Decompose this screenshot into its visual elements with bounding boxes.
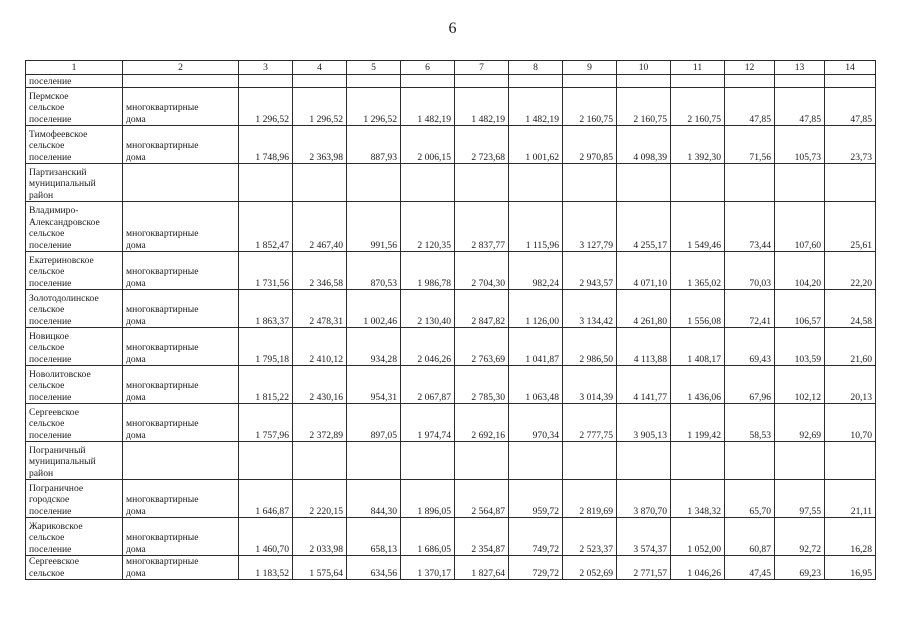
value-cell: 1 063,48 bbox=[509, 366, 563, 404]
value-cell: 2 523,37 bbox=[563, 518, 617, 556]
housing-type: многоквартирные дома bbox=[123, 290, 239, 328]
value-cell: 72,41 bbox=[725, 290, 775, 328]
value-cell: 71,56 bbox=[725, 126, 775, 164]
table-row bbox=[26, 202, 876, 252]
table-row bbox=[26, 328, 876, 366]
table-row bbox=[26, 252, 876, 290]
value-cell bbox=[725, 75, 775, 88]
value-cell: 1 199,42 bbox=[671, 404, 725, 442]
value-cell bbox=[509, 442, 563, 480]
value-cell bbox=[293, 75, 347, 88]
housing-type: многоквартирные дома bbox=[123, 556, 239, 580]
housing-type: многоквартирные дома bbox=[123, 202, 239, 252]
table-row bbox=[26, 442, 876, 480]
value-cell: 1 827,64 bbox=[455, 556, 509, 580]
value-cell: 2 372,89 bbox=[293, 404, 347, 442]
value-cell bbox=[775, 442, 825, 480]
value-cell: 22,20 bbox=[825, 252, 876, 290]
value-cell: 1 482,19 bbox=[509, 88, 563, 126]
value-cell: 3 014,39 bbox=[563, 366, 617, 404]
value-cell bbox=[725, 442, 775, 480]
value-cell: 2 046,26 bbox=[401, 328, 455, 366]
value-cell: 729,72 bbox=[509, 556, 563, 580]
value-cell: 1 852,47 bbox=[239, 202, 293, 252]
value-cell bbox=[671, 75, 725, 88]
column-header: 6 bbox=[401, 61, 455, 75]
column-header: 4 bbox=[293, 61, 347, 75]
municipality-name: Владимиро- Александровское сельское поселение bbox=[26, 202, 123, 252]
municipality-name: Партизанский муниципальный район bbox=[26, 164, 123, 202]
value-cell bbox=[775, 75, 825, 88]
value-cell: 2 785,30 bbox=[455, 366, 509, 404]
value-cell: 2 160,75 bbox=[671, 88, 725, 126]
value-cell: 1 748,96 bbox=[239, 126, 293, 164]
table-row bbox=[26, 518, 876, 556]
housing-type: многоквартирные дома bbox=[123, 328, 239, 366]
value-cell: 1 863,37 bbox=[239, 290, 293, 328]
column-header: 5 bbox=[347, 61, 401, 75]
column-header: 11 bbox=[671, 61, 725, 75]
value-cell: 2 410,12 bbox=[293, 328, 347, 366]
value-cell: 2 467,40 bbox=[293, 202, 347, 252]
value-cell: 1 365,02 bbox=[671, 252, 725, 290]
value-cell: 1 046,26 bbox=[671, 556, 725, 580]
value-cell: 658,13 bbox=[347, 518, 401, 556]
value-cell: 887,93 bbox=[347, 126, 401, 164]
value-cell: 2 006,15 bbox=[401, 126, 455, 164]
value-cell: 69,43 bbox=[725, 328, 775, 366]
column-header: 2 bbox=[123, 61, 239, 75]
value-cell: 107,60 bbox=[775, 202, 825, 252]
value-cell: 23,73 bbox=[825, 126, 876, 164]
value-cell: 1 115,96 bbox=[509, 202, 563, 252]
column-header: 9 bbox=[563, 61, 617, 75]
value-cell: 1 986,78 bbox=[401, 252, 455, 290]
value-cell: 1 482,19 bbox=[401, 88, 455, 126]
value-cell: 2 478,31 bbox=[293, 290, 347, 328]
value-cell: 2 943,57 bbox=[563, 252, 617, 290]
value-cell: 58,53 bbox=[725, 404, 775, 442]
municipality-name: Новицкое сельское поселение bbox=[26, 328, 123, 366]
value-cell: 1 556,08 bbox=[671, 290, 725, 328]
value-cell: 104,20 bbox=[775, 252, 825, 290]
municipality-name: Екатериновское сельское поселение bbox=[26, 252, 123, 290]
value-cell bbox=[825, 75, 876, 88]
value-cell: 2 777,75 bbox=[563, 404, 617, 442]
value-cell: 1 646,87 bbox=[239, 480, 293, 518]
housing-type: многоквартирные дома bbox=[123, 518, 239, 556]
value-cell: 749,72 bbox=[509, 518, 563, 556]
value-cell: 2 160,75 bbox=[617, 88, 671, 126]
municipality-name: Тимофеевское сельское поселение bbox=[26, 126, 123, 164]
value-cell: 2 564,87 bbox=[455, 480, 509, 518]
value-cell bbox=[401, 442, 455, 480]
value-cell: 1 815,22 bbox=[239, 366, 293, 404]
value-cell: 991,56 bbox=[347, 202, 401, 252]
housing-type: многоквартирные дома bbox=[123, 252, 239, 290]
value-cell bbox=[347, 75, 401, 88]
value-cell: 3 574,37 bbox=[617, 518, 671, 556]
value-cell: 2 067,87 bbox=[401, 366, 455, 404]
value-cell: 1 482,19 bbox=[455, 88, 509, 126]
value-cell: 2 837,77 bbox=[455, 202, 509, 252]
value-cell bbox=[455, 75, 509, 88]
municipality-name: Золотодолинское сельское поселение bbox=[26, 290, 123, 328]
column-header: 8 bbox=[509, 61, 563, 75]
value-cell: 934,28 bbox=[347, 328, 401, 366]
value-cell: 1 041,87 bbox=[509, 328, 563, 366]
value-cell: 2 970,85 bbox=[563, 126, 617, 164]
column-header: 1 bbox=[26, 61, 123, 75]
municipality-name: Сергеевское сельское поселение bbox=[26, 404, 123, 442]
value-cell: 47,85 bbox=[775, 88, 825, 126]
value-cell: 47,85 bbox=[725, 88, 775, 126]
table-row bbox=[26, 366, 876, 404]
value-cell bbox=[563, 164, 617, 202]
value-cell: 1 052,00 bbox=[671, 518, 725, 556]
value-cell: 1 896,05 bbox=[401, 480, 455, 518]
value-cell: 16,28 bbox=[825, 518, 876, 556]
value-cell: 47,85 bbox=[825, 88, 876, 126]
value-cell: 92,69 bbox=[775, 404, 825, 442]
value-cell bbox=[775, 164, 825, 202]
value-cell bbox=[671, 442, 725, 480]
value-cell: 70,03 bbox=[725, 252, 775, 290]
value-cell: 3 127,79 bbox=[563, 202, 617, 252]
table-row bbox=[26, 404, 876, 442]
value-cell: 4 255,17 bbox=[617, 202, 671, 252]
value-cell: 69,23 bbox=[775, 556, 825, 580]
value-cell: 2 363,98 bbox=[293, 126, 347, 164]
value-cell bbox=[239, 75, 293, 88]
value-cell: 4 261,80 bbox=[617, 290, 671, 328]
value-cell bbox=[725, 164, 775, 202]
column-header: 13 bbox=[775, 61, 825, 75]
value-cell: 2 819,69 bbox=[563, 480, 617, 518]
table-row bbox=[26, 126, 876, 164]
value-cell: 21,60 bbox=[825, 328, 876, 366]
value-cell: 2 430,16 bbox=[293, 366, 347, 404]
value-cell: 1 974,74 bbox=[401, 404, 455, 442]
value-cell bbox=[617, 75, 671, 88]
value-cell: 2 220,15 bbox=[293, 480, 347, 518]
municipality-name: поселение bbox=[26, 75, 123, 88]
value-cell: 2 986,50 bbox=[563, 328, 617, 366]
value-cell: 73,44 bbox=[725, 202, 775, 252]
value-cell: 634,56 bbox=[347, 556, 401, 580]
value-cell: 67,96 bbox=[725, 366, 775, 404]
value-cell: 1 408,17 bbox=[671, 328, 725, 366]
value-cell: 982,24 bbox=[509, 252, 563, 290]
value-cell: 1 686,05 bbox=[401, 518, 455, 556]
value-cell bbox=[401, 164, 455, 202]
value-cell bbox=[455, 164, 509, 202]
value-cell: 2 052,69 bbox=[563, 556, 617, 580]
value-cell bbox=[671, 164, 725, 202]
value-cell: 870,53 bbox=[347, 252, 401, 290]
value-cell bbox=[239, 442, 293, 480]
value-cell: 1 757,96 bbox=[239, 404, 293, 442]
housing-type: многоквартирные дома bbox=[123, 480, 239, 518]
value-cell: 4 071,10 bbox=[617, 252, 671, 290]
table-row bbox=[26, 75, 876, 88]
value-cell: 1 296,52 bbox=[239, 88, 293, 126]
value-cell: 1 795,18 bbox=[239, 328, 293, 366]
value-cell: 3 134,42 bbox=[563, 290, 617, 328]
value-cell: 47,45 bbox=[725, 556, 775, 580]
value-cell: 65,70 bbox=[725, 480, 775, 518]
value-cell bbox=[825, 442, 876, 480]
value-cell: 1 549,46 bbox=[671, 202, 725, 252]
value-cell: 2 723,68 bbox=[455, 126, 509, 164]
table-row bbox=[26, 480, 876, 518]
value-cell: 20,13 bbox=[825, 366, 876, 404]
value-cell: 2 160,75 bbox=[563, 88, 617, 126]
value-cell: 1 183,52 bbox=[239, 556, 293, 580]
column-header: 7 bbox=[455, 61, 509, 75]
value-cell: 2 120,35 bbox=[401, 202, 455, 252]
value-cell: 2 033,98 bbox=[293, 518, 347, 556]
value-cell: 897,05 bbox=[347, 404, 401, 442]
housing-type: многоквартирные дома bbox=[123, 126, 239, 164]
value-cell: 102,12 bbox=[775, 366, 825, 404]
municipality-name: Пермское сельское поселение bbox=[26, 88, 123, 126]
value-cell: 1 126,00 bbox=[509, 290, 563, 328]
value-cell bbox=[563, 442, 617, 480]
housing-type: многоквартирные дома bbox=[123, 404, 239, 442]
value-cell: 10,70 bbox=[825, 404, 876, 442]
value-cell bbox=[509, 75, 563, 88]
value-cell: 1 348,32 bbox=[671, 480, 725, 518]
column-header: 10 bbox=[617, 61, 671, 75]
table-row bbox=[26, 164, 876, 202]
municipality-name: Сергеевское сельское bbox=[26, 556, 123, 580]
value-cell: 1 575,64 bbox=[293, 556, 347, 580]
municipality-name: Пограничное городское поселение bbox=[26, 480, 123, 518]
value-cell: 1 001,62 bbox=[509, 126, 563, 164]
table-body bbox=[26, 75, 876, 580]
value-cell: 1 436,06 bbox=[671, 366, 725, 404]
value-cell bbox=[401, 75, 455, 88]
page-number: 6 bbox=[448, 20, 457, 37]
column-header: 14 bbox=[825, 61, 876, 75]
value-cell: 1 296,52 bbox=[347, 88, 401, 126]
value-cell: 4 141,77 bbox=[617, 366, 671, 404]
table-row bbox=[26, 290, 876, 328]
value-cell: 970,34 bbox=[509, 404, 563, 442]
value-cell: 4 113,88 bbox=[617, 328, 671, 366]
municipality-name: Жариковское сельское поселение bbox=[26, 518, 123, 556]
value-cell: 92,72 bbox=[775, 518, 825, 556]
value-cell bbox=[455, 442, 509, 480]
table-row bbox=[26, 556, 876, 580]
value-cell: 1 460,70 bbox=[239, 518, 293, 556]
value-cell: 1 392,30 bbox=[671, 126, 725, 164]
value-cell: 21,11 bbox=[825, 480, 876, 518]
value-cell bbox=[825, 164, 876, 202]
column-header: 3 bbox=[239, 61, 293, 75]
value-cell: 60,87 bbox=[725, 518, 775, 556]
tariff-table bbox=[25, 60, 876, 580]
value-cell: 105,73 bbox=[775, 126, 825, 164]
value-cell: 103,59 bbox=[775, 328, 825, 366]
value-cell bbox=[293, 442, 347, 480]
value-cell: 2 346,58 bbox=[293, 252, 347, 290]
housing-type bbox=[123, 164, 239, 202]
value-cell: 1 002,46 bbox=[347, 290, 401, 328]
housing-type: многоквартирные дома bbox=[123, 88, 239, 126]
value-cell bbox=[347, 164, 401, 202]
value-cell bbox=[239, 164, 293, 202]
header-row bbox=[26, 61, 876, 75]
value-cell: 106,57 bbox=[775, 290, 825, 328]
value-cell: 25,61 bbox=[825, 202, 876, 252]
value-cell: 954,31 bbox=[347, 366, 401, 404]
value-cell: 2 763,69 bbox=[455, 328, 509, 366]
value-cell: 2 130,40 bbox=[401, 290, 455, 328]
column-header: 12 bbox=[725, 61, 775, 75]
municipality-name: Пограничный муниципальный район bbox=[26, 442, 123, 480]
value-cell: 1 731,56 bbox=[239, 252, 293, 290]
housing-type bbox=[123, 442, 239, 480]
value-cell: 97,55 bbox=[775, 480, 825, 518]
value-cell bbox=[509, 164, 563, 202]
value-cell bbox=[293, 164, 347, 202]
value-cell bbox=[563, 75, 617, 88]
value-cell: 959,72 bbox=[509, 480, 563, 518]
value-cell: 2 771,57 bbox=[617, 556, 671, 580]
value-cell bbox=[347, 442, 401, 480]
municipality-name: Новолитовское сельское поселение bbox=[26, 366, 123, 404]
value-cell: 2 692,16 bbox=[455, 404, 509, 442]
value-cell: 2 847,82 bbox=[455, 290, 509, 328]
value-cell bbox=[617, 442, 671, 480]
value-cell: 4 098,39 bbox=[617, 126, 671, 164]
value-cell: 3 870,70 bbox=[617, 480, 671, 518]
value-cell: 16,95 bbox=[825, 556, 876, 580]
table-row bbox=[26, 88, 876, 126]
value-cell: 2 704,30 bbox=[455, 252, 509, 290]
housing-type: многоквартирные дома bbox=[123, 366, 239, 404]
value-cell: 3 905,13 bbox=[617, 404, 671, 442]
value-cell bbox=[617, 164, 671, 202]
value-cell: 844,30 bbox=[347, 480, 401, 518]
value-cell: 1 370,17 bbox=[401, 556, 455, 580]
value-cell: 24,58 bbox=[825, 290, 876, 328]
value-cell: 1 296,52 bbox=[293, 88, 347, 126]
value-cell: 2 354,87 bbox=[455, 518, 509, 556]
housing-type bbox=[123, 75, 239, 88]
